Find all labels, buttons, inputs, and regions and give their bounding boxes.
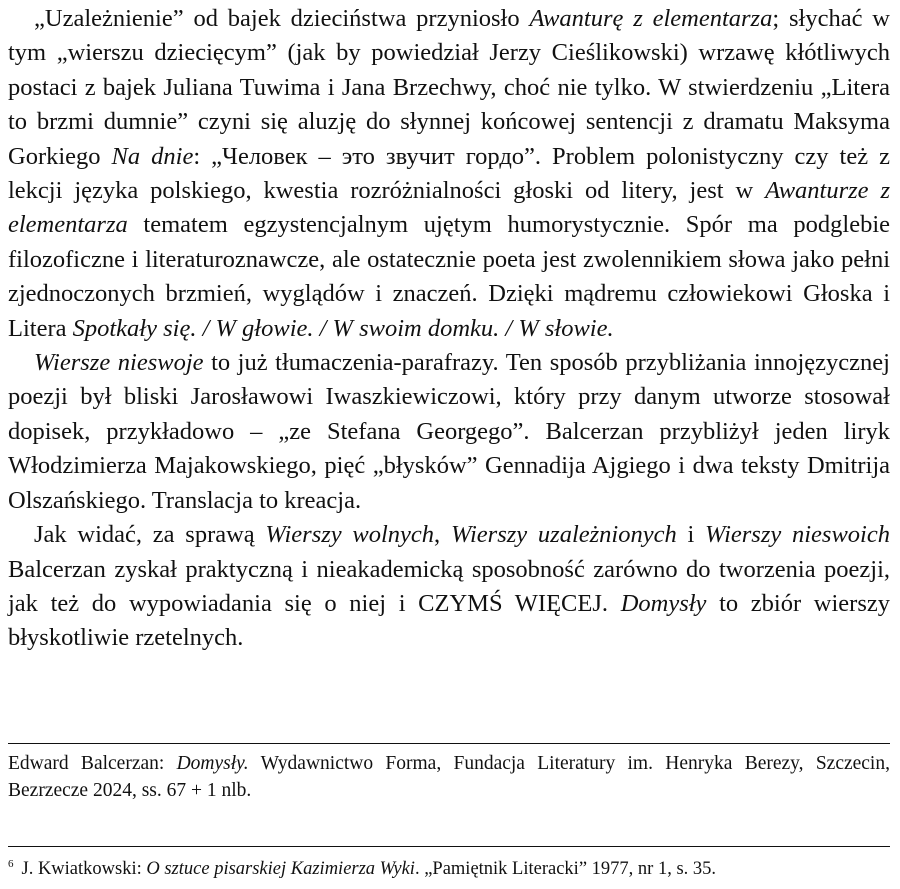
source-title: Domysły.: [176, 753, 249, 774]
paragraph-3-segment: Balcerzan zyskał praktyczną i nieakademicką sposobność zarówno do tworzenia poezji, jak też do wypowiadania się o niej i CZYMŚ WIĘCEJ.: [8, 555, 890, 617]
bibliographic-note-text: [8, 750, 890, 804]
paragraph-1-segment: Na dnie: [111, 142, 194, 170]
paragraph-1-segment: : „Человек – это звучит гордо”. Problem polonistyczny czy też z lekcji języka polskiego, kwestia rozróżnialności głoski od litery, jest w: [8, 142, 890, 205]
paragraph-3-segment: ,: [434, 521, 451, 549]
paragraph-2-segment: to już tłumaczenia-parafrazy. Ten sposób przybliżania innojęzycznej poezji był bliski Jarosławowi Iwaszkiewiczowi, który przy danym utworze stosował dopisek, przykładowo – „ze Stefana Georgego”. Balcerzan przybliżył jeden liryk Włodzimierza Majakowskiego, pięć „błysków” Gennadija Ajgiego i dwa teksty Dmitrija Olszańskiego. Translacja to kreacja.: [8, 349, 890, 514]
source-author: Edward Balcerzan:: [8, 753, 177, 774]
footnote-details: . „Pamiętnik Literacki” 1977, nr 1, s. 35.: [414, 859, 717, 879]
footnote-text: [8, 856, 890, 882]
paragraph-1-segment: Awanturę z elementarza: [529, 5, 773, 32]
paragraph-1-segment: Spotkały się. / W głowie. / W swoim domku. / W słowie.: [72, 314, 614, 342]
footnote-title: O sztuce pisarskiej Kazimierza Wyki: [146, 859, 415, 879]
paragraph-3: [8, 518, 890, 656]
paragraph-3-segment: to zbiór wierszy błyskotliwie rzetelnych.: [8, 589, 890, 652]
article-body: [8, 2, 890, 656]
source-details: Wydawnictwo Forma, Fundacja Literatury im. Henryka Berezy, Szczecin, Bezrzecze 2024, ss. 67 + 1 nlb.: [8, 753, 890, 801]
paragraph-3-segment: i: [676, 521, 706, 549]
footnote-number: 6: [8, 857, 14, 870]
paragraph-2-segment: Wiersze nieswoje: [34, 349, 204, 377]
paragraph-1-segment: tematem egzystencjalnym ujętym humorystycznie. Spór ma podglebie filozoficzne i literaturoznawcze, ale ostatecznie poeta jest zwolennikiem słowa jako pełni zjednoczonych brzmień, wyglądów i znaczeń. Dzięki mądremu człowiekowi Głoska i Litera: [8, 211, 890, 342]
paragraph-3-segment: Wierszy nieswoich: [705, 521, 890, 549]
paragraph-1-segment: „Uzależnienie” od bajek dzieciństwa przyniosło: [34, 5, 530, 32]
footnote-author: J. Kwiatkowski:: [21, 859, 147, 879]
bibliographic-note: [8, 743, 890, 804]
paragraph-3-segment: Wierszy wolnych: [265, 521, 435, 549]
paragraph-2: [8, 346, 890, 518]
paragraph-3-segment: Wierszy uzależnionych: [450, 521, 677, 549]
paragraph-3-segment: Jak widać, za sprawą: [34, 521, 266, 549]
paragraph-1-segment: ; słychać w tym „wierszu dziecięcym” (jak by powiedział Jerzy Cieślikowski) wrzawę kłótliwych postaci z bajek Juliana Tuwima i Jana Brzechwy, choć nie tylko. W stwierdzeniu „Litera to brzmi dumnie” czyni się aluzję do słynnej końcowej sentencji z dramatu Maksyma Gorkiego: [8, 5, 890, 170]
paragraph-1: [8, 2, 890, 346]
footnote: [8, 846, 890, 882]
paragraph-1-segment: Awanturze z elementarza: [8, 177, 890, 239]
paragraph-3-segment: Domysły: [620, 589, 707, 617]
